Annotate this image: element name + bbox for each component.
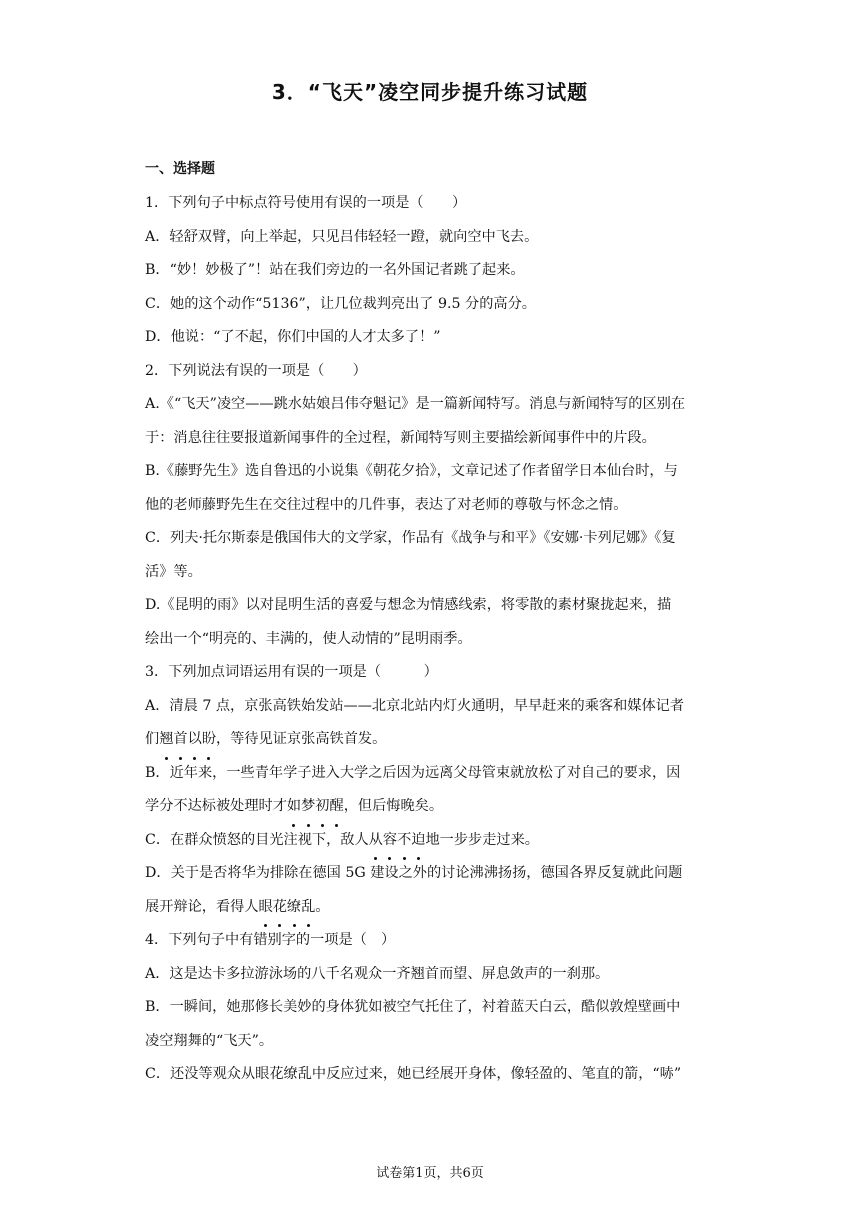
question-1-option-a: A．轻舒双臂，向上举起，只见吕伟轻轻一蹬，就向空中飞去。 [145,228,539,245]
question-2-option-c-line2: 活》等。 [145,563,202,580]
plain-text: C．在群众愤怒的目光注视下，敌人 [145,831,369,848]
emphasized-char: 迫 [411,824,425,858]
emphasized-char: 从 [369,824,383,858]
question-2-option-d-line2: 绘出一个“明亮的、丰满的，使人动情的”昆明雨季。 [145,630,472,647]
emphasized-char: 首 [173,723,187,757]
question-3-option-a-line1: A．清晨 7 点，京张高铁始发站——北京北站内灯火通明，早早赶来的乘客和媒体记者 [145,697,685,714]
emphasized-char: 翘 [159,723,173,757]
plain-text: 学分不达标被处理时才 [145,798,287,814]
question-4-stem: 4．下列句子中有错别字的一项是（ ） [145,932,396,948]
question-1-option-c: C．她的这个动作“5136”，让几位裁判亮出了 9.5 分的高分。 [145,295,536,312]
emphasized-char: 盼 [202,723,216,757]
emphasized-char: 醒 [330,790,344,824]
emphasized-char: 梦 [301,790,315,824]
emphasized-char: 眼 [259,891,273,925]
question-1-option-b: B．“妙！妙极了”！站在我们旁边的一名外国记者跳了起来。 [145,262,525,278]
question-4-option-b-line1: B．一瞬间，她那修长美妙的身体犹如被空气托住了，衬着蓝天白云，酷似敦煌壁画中 [145,999,681,1015]
question-4-option-a: A．这是达卡多拉游泳场的八千名观众一齐翘首而望、屏息敛声的一刹那。 [145,965,610,982]
emphasized-char: 初 [315,790,329,824]
plain-text: ，等待见证京张高铁首发。 [216,731,387,747]
question-3-option-c [145,824,725,858]
page-footer: 试卷第1页，共6页 [376,1166,484,1181]
emphasized-char: 容 [383,824,397,858]
question-2-option-a-line1: A.《“飞天”凌空——跳水姑娘吕伟夺魁记》是一篇新闻特写。消息与新闻特写的区别在 [145,396,686,412]
question-2-option-b-line2: 他的老师藤野先生在交往过程中的几件事，表达了对老师的尊敬与怀念之情。 [145,496,628,513]
question-3-option-d-line2 [145,891,725,925]
question-1-stem: 1．下列句子中标点符号使用有误的一项是（ ） [145,195,467,211]
question-2-stem: 2．下列说法有误的一项是（ ） [145,362,367,379]
question-3-stem: 3．下列加点词语运用有误的一项是（ ） [145,664,438,680]
emphasized-char: 乱 [301,891,315,925]
emphasized-char: 花 [273,891,287,925]
question-2-option-d-line1: D.《昆明的雨》以对昆明生活的喜爱与想念为情感线索，将零散的素材聚拢起来，描 [145,597,672,613]
emphasized-char: 以 [188,723,202,757]
section-heading: 一、选择题 [145,161,215,177]
question-3-option-b-line2 [145,790,725,824]
question-3-option-a-line2 [145,723,725,757]
plain-text: 展开辩论，看得人 [145,898,259,915]
plain-text: 。 [315,898,330,915]
question-2-option-b-line1: B.《藤野先生》选自鲁迅的小说集《朝花夕拾》，文章记述了作者留学日本仙台时，与 [145,463,678,479]
plain-text: ，但后悔晚矣。 [343,798,444,814]
emphasized-char: 缭 [287,891,301,925]
question-4-option-b-line2: 凌空翔舞的“飞天”。 [145,1032,274,1049]
emphasized-char: 如 [287,790,301,824]
plain-text: 地一步步走过来。 [425,831,539,848]
question-2-option-a-line2: 于：消息往往要报道新闻事件的全过程，新闻特写则主要描绘新闻事件中的片段。 [145,429,656,446]
question-3-option-d-line1: D．关于是否将华为排除在德国 5G 建设之外的讨论沸沸扬扬，德国各界反复就此问题 [145,865,683,881]
page-title: 3．“飞天”凌空同步提升练习试题 [271,80,589,104]
question-3-option-b-line1: B．近年来，一些青年学子进入大学之后因为远离父母管束就放松了对自己的要求，因 [145,764,681,781]
question-2-option-c-line1: C．列夫·托尔斯泰是俄国伟大的文学家，作品有《战争与和平》《安娜·卡列尼娜》《复 [145,530,676,546]
emphasized-char: 不 [397,824,411,858]
plain-text: 们 [145,731,160,747]
question-1-option-d: D．他说：“了不起，你们中国的人才太多了！” [145,329,441,345]
question-4-option-c-line1: C．还没等观众从眼花缭乱中反应过来，她已经展开身体，像轻盈的、笔直的箭，“哧” [145,1066,682,1082]
question-list [145,187,725,1092]
